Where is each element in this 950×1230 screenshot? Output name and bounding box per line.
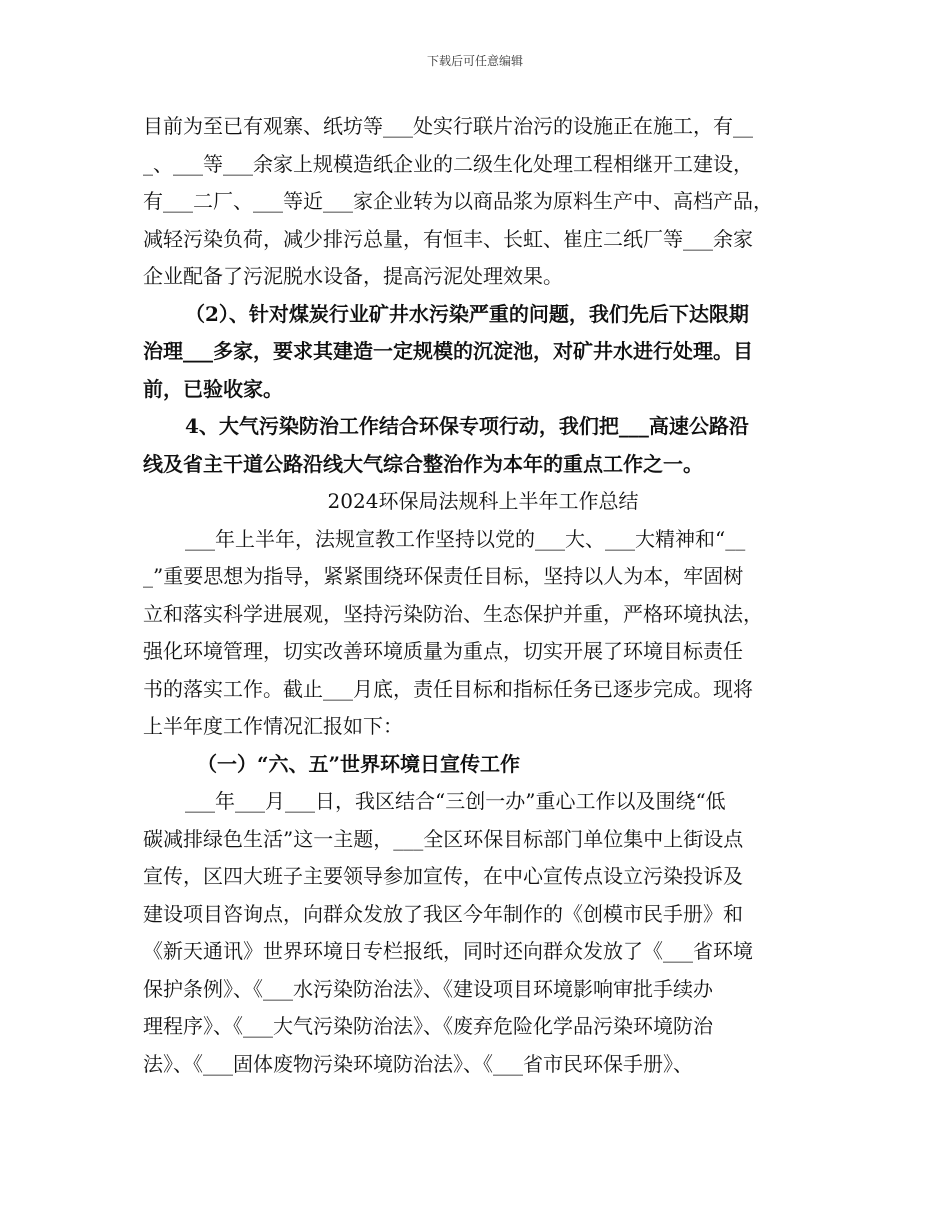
text-line: 企业配备了污泥脱水设备，提高污泥处理效果。 bbox=[143, 264, 563, 288]
text-line: 保护条例》、《___水污染防治法》、《建设项目环境影响审批手续办 bbox=[143, 976, 713, 1001]
document-body bbox=[143, 108, 823, 1083]
text-line: _、___等___余家上规模造纸企业的二级生化处理工程相继开工建设， bbox=[143, 151, 753, 176]
text-line: 建设项目咨询点，向群众发放了我区今年制作的《创模市民手册》和 bbox=[143, 901, 743, 926]
text-line: 前，已验收家。 bbox=[143, 376, 283, 401]
text-line: ___年___月___日，我区结合“三创一办”重心工作以及围绕“低 bbox=[185, 789, 726, 813]
text-line: 减轻污染负荷，减少排污总量，有恒丰、长虹、崔庄二纸厂等___余家 bbox=[143, 226, 753, 251]
page-header: 下载后可任意编辑 bbox=[426, 54, 523, 68]
text-line: 《新天通讯》世界环境日专栏报纸，同时还向群众发放了《___省环境 bbox=[143, 939, 753, 963]
text-line: ___年上半年，法规宣教工作坚持以党的___大、___大精神和“__ bbox=[185, 526, 746, 551]
paragraph-3 bbox=[143, 408, 823, 483]
text-line: 目前为至已有观寨、纸坊等___处实行联片治污的设施正在施工，有__ bbox=[143, 114, 753, 138]
text-line: _”重要思想为指导，紧紧围绕环保责任目标，坚持以人为本，牢固树 bbox=[143, 564, 744, 588]
text-line: 强化环境管理，切实改善环境质量为重点，切实开展了环境目标责任 bbox=[143, 639, 743, 663]
text-line: 4、大气污染防治工作结合环保专项行动，我们把___高速公路沿 bbox=[185, 414, 749, 438]
document-title: 2024环保局法规科上半年工作总结 bbox=[327, 489, 639, 513]
text-line: 宣传，区四大班子主要领导参加宣传，在中心宣传点设立污染投诉及 bbox=[143, 864, 743, 888]
text-line: 上半年度工作情况汇报如下： bbox=[143, 714, 403, 738]
text-line: 立和落实科学进展观，坚持污染防治、生态保护并重，严格环境执法， bbox=[143, 601, 763, 626]
text-line: 书的落实工作。截止___月底，责任目标和指标任务已逐步完成。现将 bbox=[143, 676, 753, 701]
text-line: （2）、针对煤炭行业矿井水污染严重的问题，我们先后下达限期 bbox=[185, 301, 749, 326]
text-line: 理程序》、《___大气污染防治法》、《废弃危险化学品污染环境防治 bbox=[143, 1014, 713, 1038]
text-line: 碳减排绿色生活”这一主题，___全区环保目标部门单位集中上街设点 bbox=[143, 826, 744, 851]
paragraph-5 bbox=[143, 783, 823, 1083]
text-line: 法》、《___固体废物污染环境防治法》、《___省市民环保手册》、 bbox=[143, 1051, 693, 1076]
text-line: 线及省主干道公路沿线大气综合整治作为本年的重点工作之一。 bbox=[143, 451, 703, 476]
text-line: 有___二厂、___等近___家企业转为以商品浆为原料生产中、高档产品， bbox=[143, 189, 773, 213]
text-line: 治理___多家，要求其建造一定规模的沉淀池，对矿井水进行处理。目 bbox=[143, 339, 753, 363]
section-heading: （一）“六、五”世界环境日宣传工作 bbox=[197, 751, 521, 776]
paragraph-4 bbox=[143, 521, 823, 746]
paragraph-1 bbox=[143, 108, 823, 296]
paragraph-2 bbox=[143, 296, 823, 409]
